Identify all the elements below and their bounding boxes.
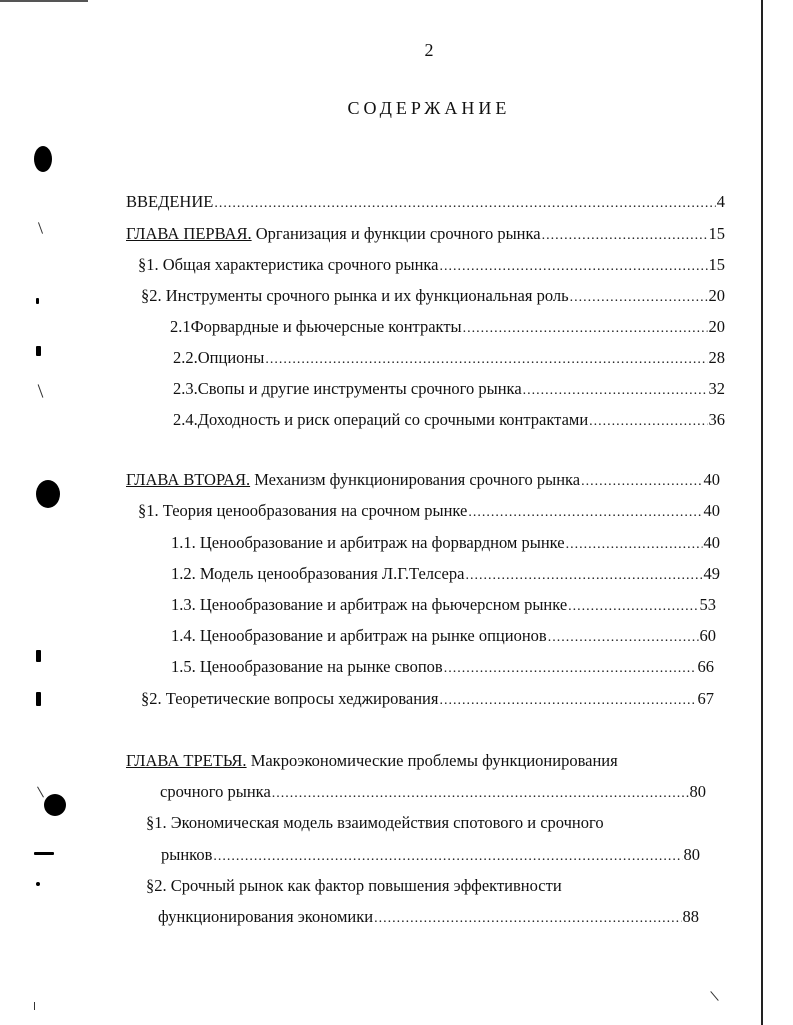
toc-entry-subsection	[171, 626, 716, 650]
toc-entry-intro	[126, 192, 725, 216]
toc-entry-section-continued	[158, 907, 699, 931]
scan-edge-top	[0, 0, 88, 2]
ink-blot	[36, 650, 41, 662]
toc-entry-chapter-3-continued	[160, 782, 706, 806]
toc-entry-subsection	[173, 410, 725, 434]
toc-leader-dots	[214, 196, 715, 212]
ink-blot	[36, 882, 40, 886]
toc-entry-section: §2. Срочный рынок как фактор повышения эффективности	[146, 876, 562, 895]
toc-entry-subsection	[170, 317, 725, 341]
toc-entry-section: §1. Экономическая модель взаимодействия спотового и срочного	[146, 813, 604, 832]
toc-entry-chapter-3	[126, 751, 618, 771]
toc-entry-page: 53	[699, 595, 716, 614]
page-number: 2	[424, 40, 434, 60]
toc-entry-page: 80	[689, 782, 706, 801]
chapter-title: Механизм функционирования срочного рынка	[250, 470, 581, 489]
toc-entry-label: ВВЕДЕНИЕ	[126, 192, 214, 211]
toc-leader-dots	[566, 537, 703, 553]
scan-mark	[37, 787, 44, 798]
toc-entry-page: 32	[708, 379, 725, 398]
toc-entry-label	[126, 224, 541, 244]
toc-entry-page: 88	[682, 907, 699, 926]
toc-entry-page: 80	[683, 845, 700, 864]
scan-mark	[34, 1002, 35, 1010]
toc-entry-label: §1. Общая характеристика срочного рынка	[138, 255, 439, 274]
toc-entry-section	[141, 286, 725, 310]
toc-entry-page: 60	[699, 626, 716, 645]
toc-entry-label: §2. Теоретические вопросы хеджирования	[141, 689, 439, 708]
ink-blot	[44, 794, 66, 816]
chapter-heading: ГЛАВА ВТОРАЯ.	[126, 470, 251, 489]
scan-mark	[38, 384, 44, 397]
toc-entry-page: 20	[708, 317, 725, 336]
toc-leader-dots	[463, 321, 708, 337]
ink-blot	[34, 146, 52, 172]
toc-entry-label: §2. Инструменты срочного рынка и их функциональная роль	[141, 286, 569, 305]
toc-leader-dots	[542, 228, 708, 244]
toc-leader-dots	[374, 911, 681, 927]
toc-entry-label	[126, 470, 580, 490]
toc-entry-page: 15	[708, 224, 725, 243]
toc-entry-subsection	[171, 657, 714, 681]
ink-blot	[36, 692, 41, 706]
toc-entry-section-continued	[161, 845, 700, 869]
toc-entry-chapter-1	[126, 224, 725, 248]
toc-entry-page: 40	[703, 470, 720, 489]
toc-entry-label: 1.5. Ценообразование на рынке свопов	[171, 657, 443, 676]
chapter-title: Организация и функции срочного рынка	[251, 224, 541, 243]
toc-leader-dots	[465, 568, 702, 584]
toc-entry-label: 1.3. Ценообразование и арбитраж на фьючерсном рынке	[171, 595, 568, 614]
chapter-heading: ГЛАВА ПЕРВАЯ.	[126, 224, 252, 243]
ink-blot	[34, 852, 54, 855]
toc-entry-label: 2.2.Опционы	[173, 348, 265, 367]
toc-entry-section	[141, 689, 714, 713]
ink-blot	[36, 346, 41, 356]
toc-entry-label: 1.2. Модель ценообразования Л.Г.Телсера	[171, 564, 465, 583]
toc-leader-dots	[440, 259, 708, 275]
chapter-title: Макроэкономические проблемы функционирования	[246, 751, 618, 770]
toc-leader-dots	[439, 693, 696, 709]
page-title: СОДЕРЖАНИЕ	[347, 98, 511, 118]
ink-blot	[36, 298, 39, 304]
toc-leader-dots	[523, 383, 708, 399]
scan-edge-right	[761, 0, 763, 1025]
toc-entry-chapter-2	[126, 470, 720, 494]
toc-entry-page: 67	[697, 689, 714, 708]
toc-entry-label: 2.3.Свопы и другие инструменты срочного рынка	[173, 379, 522, 398]
toc-entry-page: 49	[703, 564, 720, 583]
toc-entry-page: 40	[703, 533, 720, 552]
toc-entry-section	[138, 501, 720, 525]
toc-entry-page: 40	[703, 501, 720, 520]
toc-entry-subsection	[173, 348, 725, 372]
toc-entry-label: 2.4.Доходность и риск операций со срочными контрактами	[173, 410, 589, 429]
toc-leader-dots	[468, 505, 702, 521]
toc-leader-dots	[581, 474, 702, 490]
toc-entry-page: 66	[697, 657, 714, 676]
toc-leader-dots	[265, 352, 707, 368]
toc-leader-dots	[570, 290, 708, 306]
toc-entry-label: рынков	[161, 845, 213, 864]
toc-entry-label: §1. Теория ценообразования на срочном рынке	[138, 501, 468, 520]
toc-entry-label: 1.1. Ценообразование и арбитраж на форвардном рынке	[171, 533, 565, 552]
toc-entry-subsection	[173, 379, 725, 403]
scan-mark	[38, 222, 43, 234]
toc-entry-label: срочного рынка	[160, 782, 271, 801]
toc-entry-subsection	[171, 564, 720, 588]
toc-leader-dots	[213, 849, 682, 865]
toc-entry-page: 15	[708, 255, 725, 274]
toc-leader-dots	[568, 599, 698, 615]
toc-entry-section	[138, 255, 725, 279]
toc-leader-dots	[548, 630, 699, 646]
toc-leader-dots	[444, 661, 697, 677]
toc-entry-page: 36	[708, 410, 725, 429]
toc-leader-dots	[589, 414, 707, 430]
scan-mark	[710, 991, 718, 1001]
toc-entry-page: 4	[716, 192, 725, 211]
toc-entry-page: 20	[708, 286, 725, 305]
toc-entry-label: 2.1Форвардные и фьючерсные контракты	[170, 317, 462, 336]
ink-blot	[36, 480, 60, 508]
toc-leader-dots	[272, 786, 689, 802]
toc-entry-page: 28	[708, 348, 725, 367]
chapter-heading: ГЛАВА ТРЕТЬЯ.	[126, 751, 247, 770]
toc-entry-label: 1.4. Ценообразование и арбитраж на рынке опционов	[171, 626, 547, 645]
toc-entry-label: функционирования экономики	[158, 907, 374, 926]
toc-entry-subsection	[171, 533, 720, 557]
toc-entry-subsection	[171, 595, 716, 619]
